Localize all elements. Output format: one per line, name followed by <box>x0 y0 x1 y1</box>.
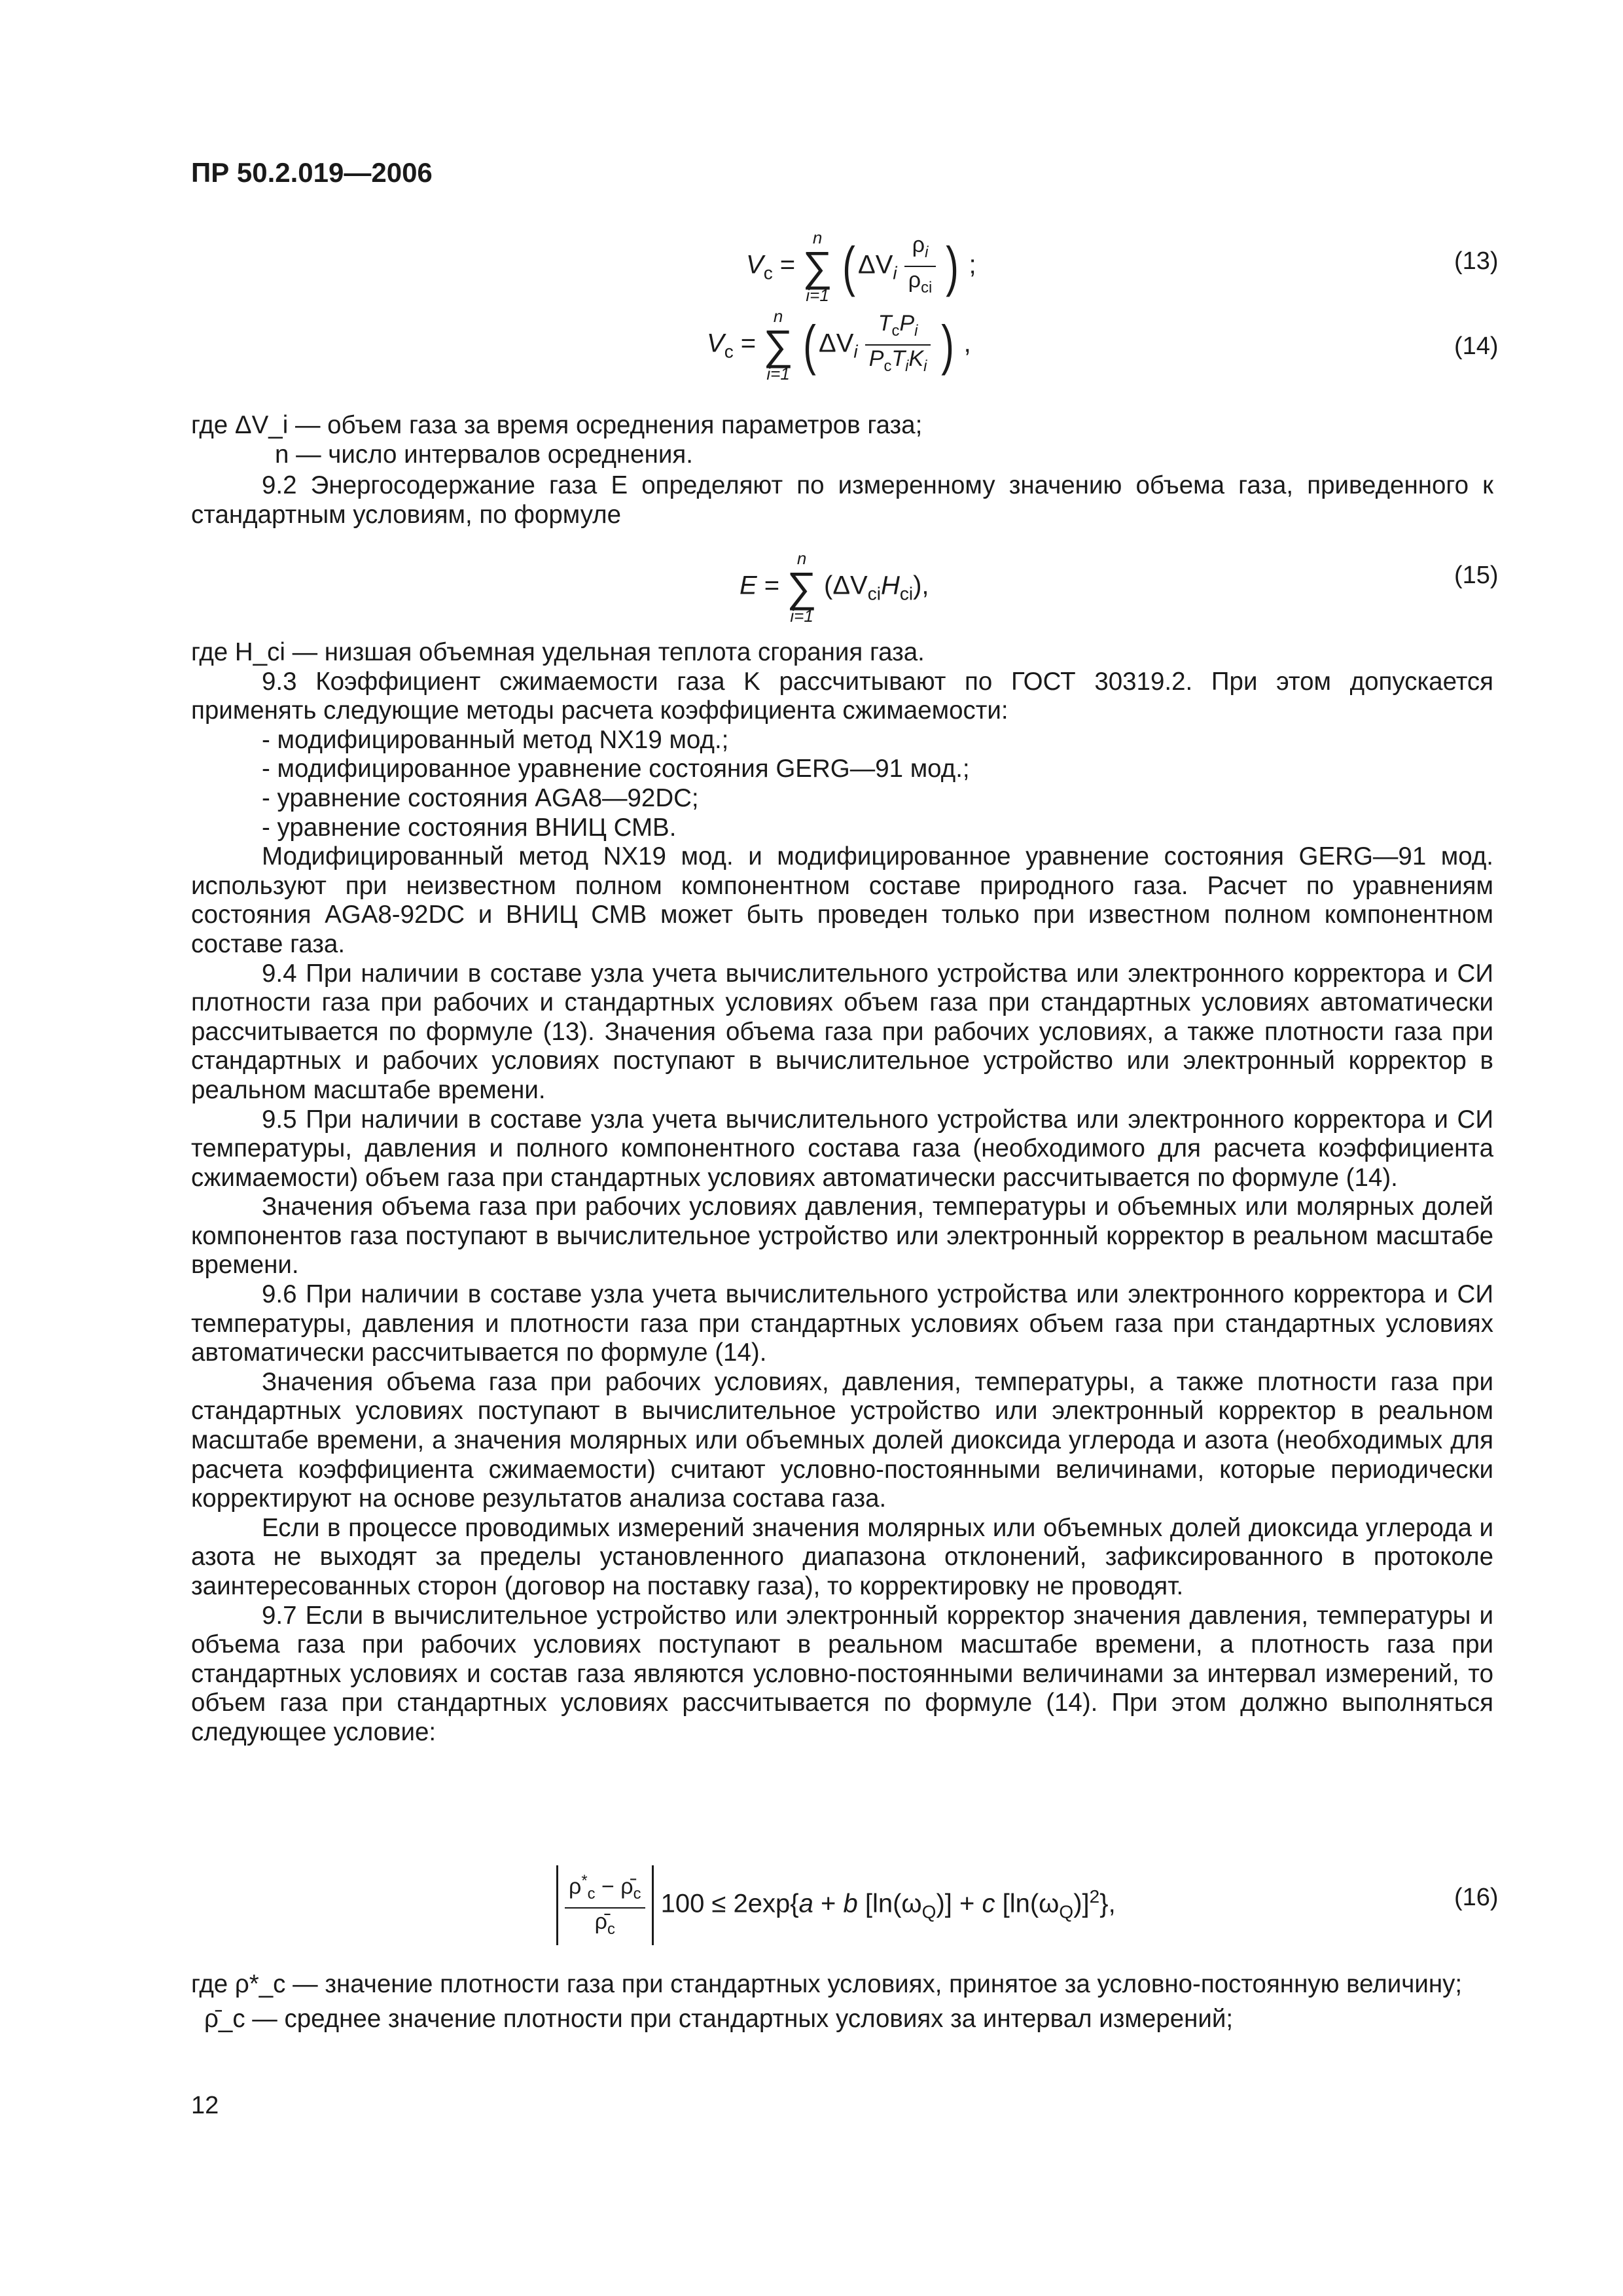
formula-14: $V_c$ = n ∑ i=1 ( $\Delta V_i$ $\frac{T_cP_i}{P_cT_iK_i}$ ) , <box>707 306 971 384</box>
equation-number-13: (13) <box>1454 247 1499 275</box>
method-3: - уравнение состояния AGA8—92DC; <box>262 783 699 812</box>
definition-hci: где H_ci — низшая объемная удельная теплота сгорания газа. <box>191 638 925 666</box>
formula-13: $V_c$ = n ∑ i=1 ( $\Delta V_i$ $\frac{\rho_i}{\rho_{ci}}$ ) ; <box>746 228 976 305</box>
definitions-1 <box>191 411 1493 469</box>
equation-number-15: (15) <box>1454 562 1499 589</box>
p-9-7: 9.7 Если в вычислительное устройство или электронный корректор значения давления, температуры и объема газа при рабочих условиях поступают в реальном масштабе времени, а плотность газа при стандартных условиях и состав газа являются условно-постоянными величинами за интервал измерений, то объем газа при стандартных условиях рассчитывается по формуле (14). При этом должно выполняться следующее условие: <box>191 1601 1493 1746</box>
method-4: - уравнение состояния ВНИЦ СМВ. <box>262 813 677 842</box>
p-9-6-c: Если в процессе проводимых измерений значения молярных или объемных долей диоксида углерода и азота не выходят за пределы установленного диапазона отклонений, зафиксированного в протоколе заинтересованных сторон (договор на поставку газа), то корректировку не проводят. <box>191 1513 1493 1600</box>
method-1: - модифицированный метод NX19 мод.; <box>262 725 729 754</box>
equation-number-16: (16) <box>1454 1884 1499 1911</box>
formula-15: E = n ∑ i=1 $(\Delta V_{ci}H_{ci})$, <box>740 548 929 626</box>
p-9-3: 9.3 Коэффициент сжимаемости газа K рассчитывают по ГОСТ 30319.2. При этом допускается применять следующие методы расчета коэффициента сжимаемости: <box>191 667 1493 725</box>
p-9-4: 9.4 При наличии в составе узла учета вычислительного устройства или электронного корректора и СИ плотности газа при рабочих и стандартных условиях объем газа при стандартных условиях автоматически рассчитывается по формуле (13). Значения объема газа при рабочих условиях, а также плотности газа при стандартных и рабочих условиях поступают в вычислительное устройство или электронный корректор в реальном масштабе времени. <box>191 959 1493 1104</box>
p-modified-methods: Модифицированный метод NX19 мод. и модифицированное уравнение состояния GERG—91 мод. используют при неизвестном полном компонентном составе природного газа. Расчет по уравнениям состояния AGA8-92DC и ВНИЦ СМВ может быть проведен только при известном полном компонентном составе газа. <box>191 842 1493 958</box>
definition-rho-mean: ρ̄_c — среднее значение плотности при стандартных условиях за интервал измерений; <box>204 2004 1234 2033</box>
paragraph-9-2 <box>191 471 1493 529</box>
p-9-6-b: Значения объема газа при рабочих условиях, давления, температуры, а также плотности газа при стандартных условиях поступают в вычислительное устройство или электронный корректор в реальном масштабе времени, а значения молярных или объемных долей диоксида углерода и азота (необходимых для расчета коэффициента сжимаемости) считают условно-постоянными величинами, которые периодически корректируют на основе результатов анализа состава газа. <box>191 1367 1493 1513</box>
definition-rho-star: где ρ*_c — значение плотности газа при стандартных условиях, принятое за условно-постоянную величину; <box>191 1970 1463 1998</box>
definition-delta-v: где ΔV_i — объем газа за время осреднения параметров газа; <box>191 411 923 439</box>
equation-number-14: (14) <box>1454 332 1499 360</box>
definitions-2 <box>191 1970 1493 2034</box>
p-9-6: 9.6 При наличии в составе узла учета вычислительного устройства или электронного корректора и СИ температуры, давления и плотности газа при стандартных условиях объем газа при стандартных условиях автоматически рассчитывается по формуле (14). <box>191 1280 1493 1367</box>
main-text <box>191 638 1493 1748</box>
p-9-5-b: Значения объема газа при рабочих условиях давления, температуры и объемных или молярных долей компонентов газа поступают в вычислительное устройство или электронный корректор в реальном масштабе времени. <box>191 1193 1493 1280</box>
formula-16: $\frac{\rho^*_c - \rhō_c}{\rhō_c}$ 100 ≤ 2exp{a + b $[\ln(\omega_Q)] + c$ $[\ln(\omega_Q)]^2$}, <box>556 1865 1116 1945</box>
p-9-2: 9.2 Энергосодержание газа E определяют по измеренному значению объема газа, приведенного к стандартным условиям, по формуле <box>191 471 1493 529</box>
document-code: ПР 50.2.019—2006 <box>191 157 433 188</box>
definition-n: n — число интервалов осреднения. <box>275 440 693 469</box>
page-number: 12 <box>191 2092 219 2119</box>
p-9-5: 9.5 При наличии в составе узла учета вычислительного устройства или электронного корректора и СИ температуры, давления и полного компонентного состава газа (необходимого для расчета коэффициента сжимаемости) объем газа при стандартных условиях автоматически рассчитывается по формуле (14). <box>191 1105 1493 1192</box>
method-2: - модифицированное уравнение состояния GERG—91 мод.; <box>262 755 970 783</box>
